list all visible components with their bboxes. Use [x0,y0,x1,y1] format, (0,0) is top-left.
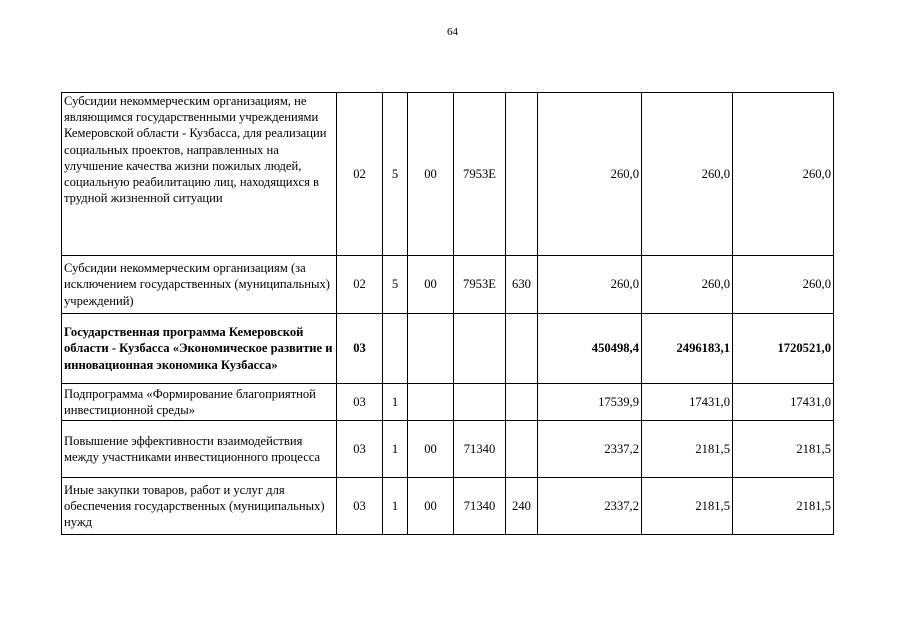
amount-year-2: 2181,5 [642,421,733,478]
program-code: 03 [337,421,383,478]
amount-year-3: 2181,5 [733,478,834,535]
amount-year-1: 260,0 [538,256,642,314]
program-code: 03 [337,384,383,421]
row-name: Иные закупки товаров, работ и услуг для обеспечения государственных (муниципальных) нужд [62,478,337,535]
direction-code [408,314,454,384]
amount-year-3: 260,0 [733,256,834,314]
table-row [62,421,834,478]
program-code: 02 [337,93,383,256]
row-name: Государственная программа Кемеровской области - Кузбасса «Экономическое развитие и инновационная экономика Кузбасса» [62,314,337,384]
direction-code: 00 [408,421,454,478]
expense-type [506,421,538,478]
amount-year-2: 260,0 [642,256,733,314]
amount-year-1: 450498,4 [538,314,642,384]
amount-year-3: 2181,5 [733,421,834,478]
direction-code: 00 [408,93,454,256]
expense-type [506,314,538,384]
amount-year-1: 2337,2 [538,478,642,535]
expense-code [454,384,506,421]
amount-year-2: 2181,5 [642,478,733,535]
row-name: Субсидии некоммерческим организациям, не являющимся государственными учреждениями Кемеровской области - Кузбасса, для реализации социальных проектов, направленных на улучшение качества жизни пожилых людей, социальную реабилитацию лиц, находящихся в трудной жизненной ситуации [62,93,337,256]
direction-code: 00 [408,256,454,314]
amount-year-3: 17431,0 [733,384,834,421]
expense-type [506,93,538,256]
row-name: Подпрограмма «Формирование благоприятной инвестиционной среды» [62,384,337,421]
subprogram-code: 5 [383,256,408,314]
amount-year-1: 2337,2 [538,421,642,478]
direction-code [408,384,454,421]
expense-code: 71340 [454,478,506,535]
expense-type: 240 [506,478,538,535]
amount-year-2: 17431,0 [642,384,733,421]
subprogram-code: 5 [383,93,408,256]
amount-year-2: 260,0 [642,93,733,256]
page-number: 64 [447,26,458,38]
expense-code: 7953E [454,93,506,256]
table-row [62,384,834,421]
table-row [62,478,834,535]
row-name: Субсидии некоммерческим организациям (за исключением государственных (муниципальных) учреждений) [62,256,337,314]
subprogram-code: 1 [383,478,408,535]
amount-year-2: 2496183,1 [642,314,733,384]
table-row [62,256,834,314]
amount-year-1: 17539,9 [538,384,642,421]
table-row [62,93,834,256]
budget-table [61,92,834,535]
row-name: Повышение эффективности взаимодействия между участниками инвестиционного процесса [62,421,337,478]
amount-year-3: 1720521,0 [733,314,834,384]
program-code: 03 [337,314,383,384]
subprogram-code: 1 [383,421,408,478]
program-code: 03 [337,478,383,535]
expense-type [506,384,538,421]
subprogram-code: 1 [383,384,408,421]
amount-year-1: 260,0 [538,93,642,256]
expense-code: 71340 [454,421,506,478]
program-code: 02 [337,256,383,314]
direction-code: 00 [408,478,454,535]
expense-type: 630 [506,256,538,314]
expense-code: 7953E [454,256,506,314]
subprogram-code [383,314,408,384]
table-row-program [62,314,834,384]
amount-year-3: 260,0 [733,93,834,256]
expense-code [454,314,506,384]
